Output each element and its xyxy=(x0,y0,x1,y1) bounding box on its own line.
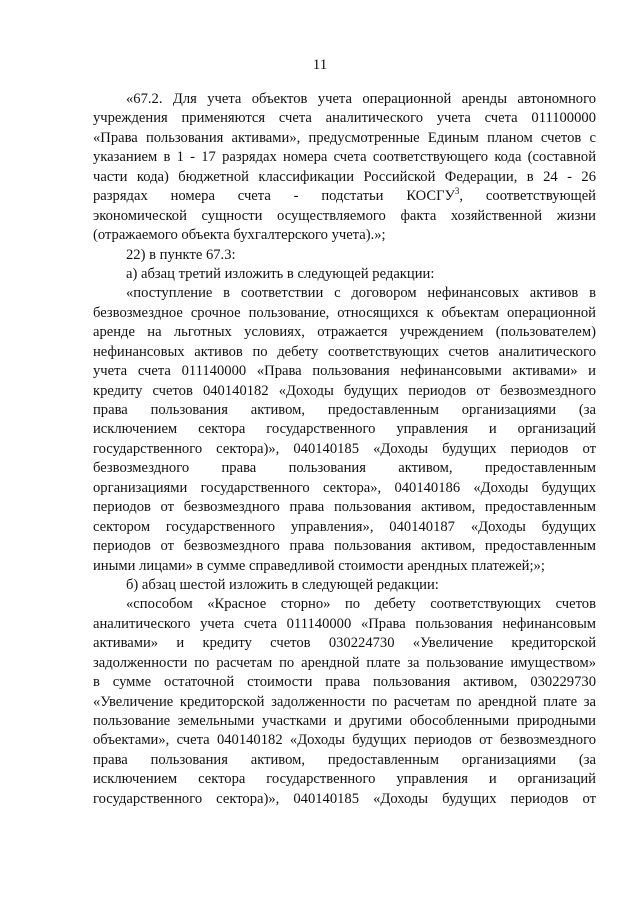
text-line-content: «способом «Красное сторно» по дебету соответствующих счетов xyxy=(126,596,596,613)
text-line xyxy=(93,382,596,401)
text-line-content: кредиту счетов 040140182 «Доходы будущих периодов от безвозмездного xyxy=(93,382,596,399)
text-line xyxy=(93,770,596,789)
text-line-content: безвозмездное срочное пользование, относящихся к объектам операционной xyxy=(93,304,596,321)
text-line xyxy=(93,90,596,109)
text-line xyxy=(93,790,596,809)
text-line-content: нефинансовых активов по дебету соответствующих счетов аналитического xyxy=(93,343,596,360)
text-line-content: аренде на льготных условиях, отражается учреждением (пользователем) xyxy=(93,324,596,341)
text-line-content: задолженности по расчетам по арендной плате за пользование имуществом» xyxy=(93,654,596,671)
text-line-content: указанием в 1 - 17 разрядах номера счета соответствующего кода (составной xyxy=(93,149,596,166)
text-line xyxy=(93,576,596,595)
text-line-content: 22) в пункте 67.3: xyxy=(126,246,236,263)
text-line xyxy=(93,323,596,342)
text-line-content: в сумме остаточной стоимости права пользования активом, 030229730 xyxy=(93,674,596,691)
text-line xyxy=(93,362,596,381)
text-line-content: государственного сектора)», 040140185 «Доходы будущих периодов от xyxy=(93,440,596,457)
text-line-content: (отражаемого объекта бухгалтерского учета).»; xyxy=(93,227,386,244)
text-line xyxy=(93,654,596,673)
text-line-content: учета счета 011140000 «Права пользования нефинансовыми активами» и xyxy=(93,363,596,380)
text-line-content: государственного сектора)», 040140185 «Доходы будущих периодов от xyxy=(93,790,596,807)
text-line-content: организациями государственного сектора», 040140186 «Доходы будущих xyxy=(93,479,596,496)
text-line xyxy=(93,187,596,206)
text-line xyxy=(93,148,596,167)
text-line-content: учреждения применяются счета аналитического учета счета 011100000 xyxy=(93,110,596,127)
page-number: 11 xyxy=(312,57,328,73)
text-line-content: активами» и кредиту счетов 030224730 «Увеличение кредиторской xyxy=(93,635,596,652)
text-line xyxy=(93,440,596,459)
text-line-content: разрядах номера счета - подстатьи КОСГУ xyxy=(93,188,455,205)
text-line-content: права пользования активом, предоставленным организациями (за xyxy=(93,402,596,418)
text-line-content: «поступление в соответствии с договором нефинансовых активов в xyxy=(126,285,596,302)
text-line-content: части кода) бюджетной классификации Российской Федерации, в 24 - 26 xyxy=(93,168,596,185)
text-line xyxy=(93,615,596,634)
text-line xyxy=(93,109,596,128)
text-line xyxy=(93,226,596,245)
text-line-content: периодов от безвозмездного права пользования активом, предоставленным xyxy=(93,499,596,516)
text-line-content: исключением сектора государственного управления и организаций xyxy=(93,771,596,788)
text-line-content: безвозмездного права пользования активом, предоставленным xyxy=(93,460,596,477)
text-line xyxy=(93,498,596,517)
text-line-content: б) абзац шестой изложить в следующей редакции: xyxy=(126,576,439,593)
text-line-content: объектами», счета 040140182 «Доходы будущих периодов от безвозмездного xyxy=(93,732,596,749)
text-line-content: периодов от безвозмездного права пользования активом, предоставленным xyxy=(93,538,596,555)
text-line xyxy=(93,518,596,537)
text-line xyxy=(93,731,596,750)
document-body xyxy=(93,90,596,809)
text-line xyxy=(93,284,596,303)
text-line-content: «67.2. Для учета объектов учета операционной аренды автономного xyxy=(126,91,596,107)
text-line xyxy=(93,246,596,265)
text-line-content: «Права пользования активами», предусмотренные Единым планом счетов с xyxy=(93,129,596,146)
text-line xyxy=(93,304,596,323)
footnote-marker: 3 xyxy=(454,186,460,197)
text-line-content: а) абзац третий изложить в следующей редакции: xyxy=(126,265,435,282)
text-line xyxy=(93,673,596,692)
text-line xyxy=(93,712,596,731)
text-line-content: «Увеличение кредиторской задолженности по расчетам по арендной плате за xyxy=(93,693,596,710)
text-line-content: иными лицами» в сумме справедливой стоимости арендных платежей;»; xyxy=(93,557,545,574)
text-line-content: права пользования активом, предоставленным организациями (за xyxy=(93,751,596,768)
text-line xyxy=(93,401,596,420)
text-line-content: экономической сущности осуществляемого факта хозяйственной жизни xyxy=(93,207,596,224)
text-line xyxy=(93,693,596,712)
text-line xyxy=(93,420,596,439)
text-line xyxy=(93,168,596,187)
text-line xyxy=(93,207,596,226)
text-line xyxy=(93,557,596,576)
text-line xyxy=(93,129,596,148)
text-line xyxy=(93,459,596,478)
text-line-tail: , соответствующей xyxy=(459,188,596,205)
text-line xyxy=(93,751,596,770)
text-line xyxy=(93,537,596,556)
text-line xyxy=(93,343,596,362)
text-line xyxy=(93,595,596,614)
text-line-content: пользование земельными участками и другими обособленными природными xyxy=(93,713,596,729)
text-line xyxy=(93,265,596,284)
text-line-content: аналитического учета счета 011140000 «Права пользования нефинансовым xyxy=(93,615,596,632)
text-line-content: сектором государственного управления», 040140187 «Доходы будущих xyxy=(93,518,596,535)
text-line-content: исключением сектора государственного управления и организаций xyxy=(93,421,596,438)
text-line xyxy=(93,634,596,653)
text-line xyxy=(93,479,596,498)
